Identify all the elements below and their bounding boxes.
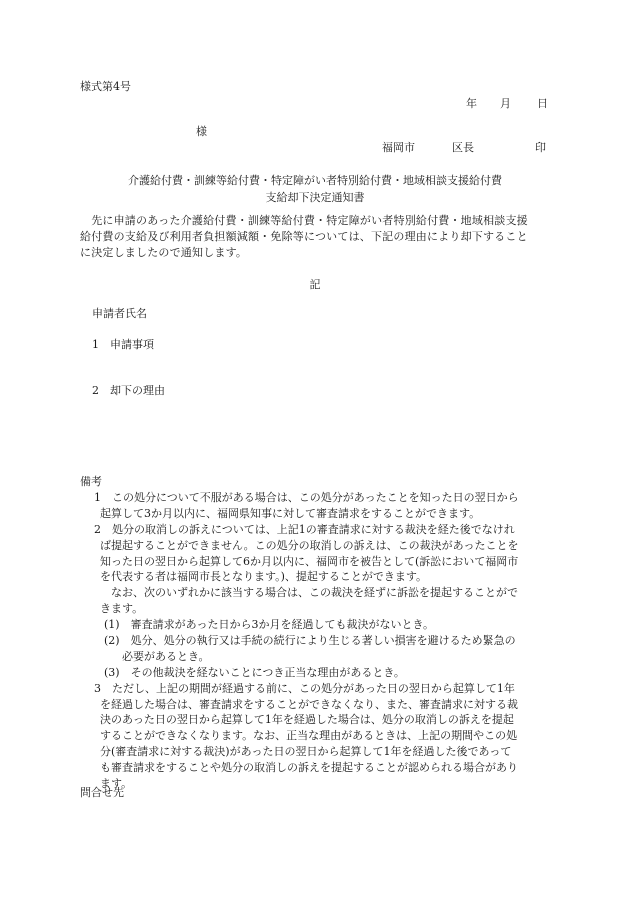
document-title — [0, 172, 630, 206]
note-line: (2) 処分、処分の執行又は手続の続行により生じる著しい損害を避けるため緊急の — [104, 634, 516, 648]
note-line: 必要があるとき。 — [122, 649, 210, 663]
note-line: なお、次のいずれかに該当する場合は、この裁決を経ずに訴訟を提起することがで — [111, 586, 518, 600]
note-line: (3) その他裁決を経ないことにつき正当な理由があるとき。 — [104, 665, 405, 679]
intro-line: 給付費の支給及び利用者負担額減額・免除等については、下記の理由により却下すること — [80, 230, 528, 243]
notes-list — [80, 489, 560, 791]
note-line: することができなくなります。なお、正当な理由があるときは、上記の期間やこの処 — [100, 729, 518, 743]
note-line: ば提起することができません。この処分の取消しの訴えは、この裁決があったことを — [100, 538, 519, 552]
note-line: 決のあった日の翌日から起算して1年を経過した場合は、処分の取消しの訴えを提起 — [100, 713, 514, 727]
ki-heading: 記 — [309, 278, 321, 291]
intro-line: 先に申請のあった介護給付費・訓練等給付費・特定障がい者特別給付費・地域相談支援 — [80, 214, 528, 227]
note-line: 分(審査請求に対する裁決)があった日の翌日から起算して1年を経過した後であって — [100, 745, 512, 759]
note-line: 2 処分の取消しの訴えについては、上記1の審査請求に対する裁決を経た後でなけれ — [94, 522, 515, 536]
intro-line: に決定しましたので通知します。 — [80, 246, 248, 259]
document-title-line-2: 支給却下決定通知書 — [265, 191, 365, 204]
note-line: 3 ただし、上記の期間が経過する前に、この処分があった日の翌日から起算して1年 — [94, 681, 515, 695]
form-number: 様式第4号 — [80, 80, 131, 93]
sender-seal-mark: 印 — [535, 141, 546, 154]
sender-city: 福岡市 — [382, 141, 415, 154]
note-line: を経過した場合は、審査請求をすることができなくなり、また、審査請求に対する裁 — [100, 697, 518, 711]
contact-label: 問合せ先 — [80, 786, 124, 799]
rejection-reason-label: 2 却下の理由 — [92, 384, 165, 397]
applicant-name-label: 申請者氏名 — [92, 307, 147, 320]
intro-paragraph — [80, 212, 550, 260]
notes-heading: 備考 — [80, 475, 102, 488]
date-day-label: 日 — [537, 97, 548, 110]
note-line: を代表する者は福岡市長となります。)、提起することができます。 — [100, 570, 428, 584]
note-line: きます。 — [100, 602, 144, 616]
addressee-suffix: 様 — [196, 125, 207, 138]
application-item-label: 1 申請事項 — [92, 338, 154, 351]
note-line: (1) 審査請求があった日から3か月を経過しても裁決がないとき。 — [104, 618, 435, 632]
note-line: 起算して3か月以内に、福岡県知事に対して審査請求をすることができます。 — [100, 506, 481, 520]
note-line: も審査請求をすることや処分の取消しの訴えを提起することが認められる場合があり — [100, 761, 518, 775]
document-title-line-1: 介護給付費・訓練等給付費・特定障がい者特別給付費・地域相談支援給付費 — [128, 174, 502, 187]
date-month-label: 月 — [500, 97, 511, 110]
note-line: 知った日の翌日から起算して6か月以内に、福岡市を被告として(訴訟において福岡市 — [100, 554, 519, 568]
note-line: 1 この処分について不服がある場合は、この処分があったことを知った日の翌日から — [94, 491, 519, 504]
note-line: ます。 — [100, 777, 133, 791]
sender-ward-head: 区長 — [452, 141, 474, 154]
date-year-label: 年 — [466, 97, 477, 110]
